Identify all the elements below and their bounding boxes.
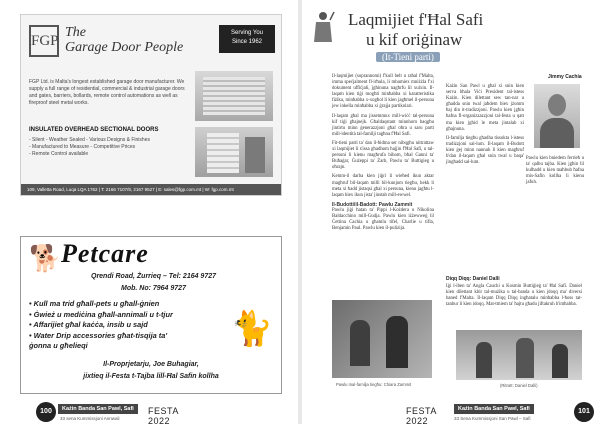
article-column-2 [446, 84, 524, 166]
article-column-1 [332, 74, 434, 232]
article-author: Jimmy Cachia [548, 74, 582, 80]
festa-label-left: FESTA 2022 [148, 406, 179, 426]
garage-heading: INSULATED OVERHEAD SECTIONAL DOORS [29, 127, 159, 133]
petcare-bullet: • Kull ma trid għall-pets u għall-ġnien [29, 299, 160, 308]
garage-brand-the: The [65, 25, 86, 40]
photo-person [386, 316, 408, 368]
footer-band-left: Każin Banda San Pawl, Safi [58, 404, 138, 414]
article-title-line2: u kif oriġinaw [366, 30, 463, 49]
petcare-bullet: • Ġwież u mediċina għall-annimali u t-tjur [29, 309, 173, 319]
photo-caption-left: Pawlu mal-familja tiegħu: Chiara Zammit [336, 382, 412, 387]
saint-statue-icon [310, 10, 336, 44]
garage-contact-footer: 109, Valletta Road, Luqa LQA 1762 | T: 2166 7107/8, 2167 9527 | E: sales@fgp.com.mt | W: fgp.com.mt [21, 184, 281, 195]
garage-feature-1: - Silent - Weather Sealed - Various Designs & Finishes [29, 137, 150, 143]
serving-badge [219, 25, 275, 53]
fgp-logo: FGP [29, 25, 59, 57]
badge-line1: Serving You [230, 30, 264, 36]
petcare-mobile: Mob. No: 7964 9727 [121, 285, 186, 292]
petcare-bullets [29, 299, 239, 352]
garage-feature-3: - Remote Control available [29, 151, 89, 157]
cat-icon: 🐈 [230, 310, 273, 348]
garage-door-panels [203, 77, 265, 115]
petcare-title: Petcare [61, 239, 149, 268]
petcare-bullet: ġonna u għelieqi [29, 341, 88, 350]
petcare-bullet: • Affarijiet għal kaċċa, insib u sajd [29, 320, 148, 329]
article-paragraph: Il-laqam għal ma jissemmux mill-wiċċ tal-persuna kif tiġi għajnejk. Għaldaqstant minnhom baqgħu jintirtu minn ġenerazzjoni għal oħra u saru parti mill-identità tal-familji tagħna f'Ħal Safi. [332, 113, 434, 137]
article-subheading: Il-Budotti/il-Badott: Pawlu Zammit [332, 201, 413, 208]
author-portrait [534, 84, 580, 148]
article-paragraph: Il-familja tiegħu għadha tissokta l-istess tradizzjoni sal-lum. Il-laqam il-Budott kien ġej minn nannuh li kien magħruf b'dan il-laqam għal snin twal u baqa' jingħadd sal-lum. [446, 135, 524, 166]
band-photo [456, 330, 582, 380]
garage-door-panel [207, 133, 239, 173]
garage-description: FGP Ltd. is Malta's longest established garage door manufacturer. We supply a full range of residential, commercial & industrial garage doors and gates, barriers, bollards, remote control automations as well as fireproof steel metal works. [29, 79, 185, 106]
photo-person [552, 344, 568, 378]
garage-side-door [245, 137, 265, 173]
garage-door-photo-2 [195, 127, 273, 177]
article-paragraph: Fit-tieni parti ta' dan il-ħidma ser nibqgħu nittrattaw xi laqmijiet li s'issa għadhom ħajjin f'Ħal Safi, u tal-persuni li kienu magħrufa bihom, bħal Ganni ta' Buħaġar, Ġużeppi ta' Żarb, Pawlu ta' Buttigieg u oħrajn. [332, 140, 434, 171]
garage-door-ad[interactable] [20, 14, 282, 196]
diqq-subheading: Diqq Diqq: Daniel Dalli [446, 276, 500, 282]
garage-features [29, 137, 150, 158]
photo-person [350, 320, 370, 366]
article-paragraph: Każin San Pawl u għal xi snin kien serva bħala Viċi President tal-istess Każin. Kien dilettant sew tan-nar u għadda snin twal jaħdem biex jżomm ħaj din it-tradizzjoni. Pawlu kien jgħin ħafna fl-organizzazzjoni tal-festa u qatt ma kien jgħid le meta jintalab xi għajnuna. [446, 84, 524, 132]
badge-line2: Since 1962 [231, 39, 263, 45]
dog-icon: 🐕 [29, 243, 62, 273]
page-number-left: 100 [36, 402, 56, 422]
article-column-4: Iġi l-iben ta' Angla Cauchi u Kosmin Buttiġieġ ta' Ħal Safi. Daniel kien dilettant kbir tal-mużika u tal-banda u kien jdoqq ma' diversi baned f'Malta. Il-laqam Diqq Diqq ingħatalu minħabba l-ħoss tat-tanbur li kien idoqq. Mat-tmiem ta' ħajtu għadu jiftakruh b'imħabba. [446, 284, 582, 308]
garage-feature-2: - Manufactured to Measure - Competitive Prices [29, 144, 136, 150]
article-paragraph: Il-laqmijiet (soprannomi) f'kull belt u raħal f'Malta, imma speċjalment fl-irħula, li mhumiex mniżżla f'xi dokument uffiċjali, jgħinuna nagħrfu lil xulxin. Il-laqam kien tiġi mogħti minħabba xi karatteristika fiżika, minħabba x-xogħol li kien jagħmel il-persuna jew inkella minħabba xi ġrajja partikolari. [332, 74, 434, 110]
garage-brand [65, 25, 183, 55]
article-title-line1: Laqmijiet f'Ħal Safi [348, 10, 484, 29]
petcare-greeting: jixtieq il-Festa t-Tajba lill-Ħal Safin kollha [83, 373, 219, 380]
photo-person [516, 338, 534, 378]
footer-sub-left: 33 sena Kummissjoni Annwali [60, 416, 120, 421]
article-subtitle: (It-Tieni parti) [376, 52, 440, 62]
festa-label-right: FESTA 2022 [406, 406, 437, 426]
article-paragraph: Pawlu jiġi ħatan ta' Pippi l-Kożdera u Nikolina Baldacchino mill-Gudja. Pawlu kien iżżewweġ lil Ċettina Cachia u għamlu tifel, Charlie u tifla, Benjamin Paul. Pawlu kien il-pulizija. [332, 207, 434, 232]
page-number-right: 101 [574, 402, 594, 422]
portrait-head [548, 94, 566, 116]
page-spine [298, 0, 302, 424]
garage-door-photo-1 [195, 71, 273, 121]
petcare-ad[interactable] [20, 236, 282, 394]
photo-caption-right: (Ritratt: Daniel Dalli) [500, 383, 538, 388]
petcare-bullet: • Water Drip accessories għat-tisqija ta' [29, 330, 168, 340]
petcare-owner: Il-Proprjetarju, Joe Buhagiar, [103, 361, 199, 368]
petcare-address: Qrendi Road, Żurrieq – Tel: 2164 9727 [91, 273, 217, 280]
footer-band-right: Każin Banda San Pawl, Safi [454, 404, 534, 414]
portrait-body [540, 118, 574, 148]
article-paragraph: Kemm-il darba kien jiġri li wieħed ikun aktar magħruf bil-laqam milli bil-kunjom tiegħu, hekk li meta xi ħadd jistaqsi għal xi persuna, kienu jagħtu l-laqam biex ikun jista' jinstab mill-ewwel. [332, 174, 434, 198]
footer-sub-right: 33 Sena Kummissjoni San Pawl – Safi [454, 416, 531, 421]
article-column-3: Pawlu kien bniedem ferrieħ u ta' qalbu tajba. Kien jgħin lil kulħadd u kien maħbub ħafna mis-Safin kollha li kienu jafuh. [526, 156, 584, 186]
photo-person [476, 342, 492, 378]
garage-brand-name: Garage Door People [65, 40, 184, 55]
family-photo [332, 300, 432, 378]
